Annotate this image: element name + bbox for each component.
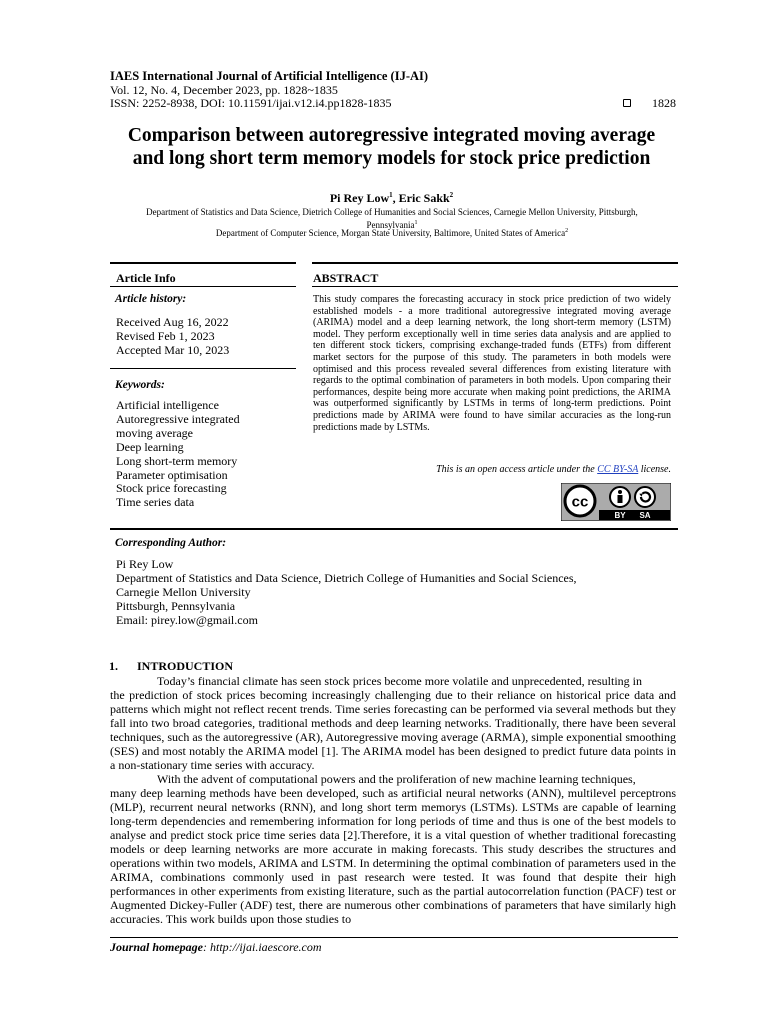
corresponding-author-university: Carnegie Mellon University bbox=[116, 585, 251, 599]
cc-by-sa-badge-icon bbox=[561, 483, 671, 521]
paragraph-body: many deep learning methods have been developed, such as artificial neural networks (ANN), multilevel perceptrons (MLP), recurrent neural networks (RNN), and long short term memorys (LSTMs). LSTMs are capable of learning long-term dependencies and remembering information for long periods of time and thus is one of the best models to analyse and predict stock price time series data [2].Therefore, it is a vital question of whether traditional forecasting models or deep learning networks are more accurate in making forecasts. This study describes the structures and operations within two models, ARIMA and LSTM. In determining the optimal combination of parameters used in the ARIMA, combinations commonly used in past research were tested. It was found that despite their high performances in other experiments from existing literature, such as the partial autocorrelation function (PACF) test or Augmented Dickey-Fuller (ADF) test, there are numerous other combinations of parameters that have similarly high accuracies. This work builds upon those studies to bbox=[110, 786, 676, 926]
affiliation-1-line-1: Department of Statistics and Data Science, Dietrich College of Humanities and Social Sciences, Carnegie Mellon University, Pittsburgh, bbox=[146, 207, 638, 217]
accepted-date: Accepted Mar 10, 2023 bbox=[116, 343, 230, 357]
journal-volume: Vol. 12, No. 4, December 2023, pp. 1828~1835 bbox=[110, 83, 338, 97]
keywords-list bbox=[116, 399, 240, 510]
footer-label: Journal homepage bbox=[110, 940, 204, 954]
keyword-item: Parameter optimisation bbox=[116, 467, 228, 482]
journal-name: IAES International Journal of Artificial Intelligence (IJ-AI) bbox=[110, 69, 429, 83]
affiliation-2-text: Department of Computer Science, Morgan State University, Baltimore, United States of America bbox=[215, 228, 566, 238]
paper-title bbox=[100, 124, 683, 170]
introduction-paragraph-2 bbox=[110, 772, 676, 926]
section-title: INTRODUCTION bbox=[137, 659, 234, 673]
paragraph-body: the prediction of stock prices becoming increasingly challenging due to their reliance on historical price data and patterns which might not reflect recent trends. Time series forecasting can be performed via several methods but they fall into two broad categories, traditional methods and deep learning networks. Traditionally, there have been several techniques, such as the autoregressive (AR), Autoregressive moving average (ARMA), simple exponential smoothing (SES) and most notably the ARIMA model [1]. The ARIMA model has been designed to predict future data points in a non-stationary time series with accuracy. bbox=[110, 688, 676, 772]
affiliation-2 bbox=[108, 228, 676, 238]
article-info-heading: Article Info bbox=[116, 271, 176, 285]
keyword-item: moving average bbox=[116, 425, 193, 440]
author-name: Pi Rey Low bbox=[329, 191, 390, 205]
paper-title-line-2: and long short term memory models for stock price prediction bbox=[132, 148, 651, 169]
abstract-text: This study compares the forecasting accuracy in stock price prediction of two widely established models - a more traditional autoregressive integrated moving average (ARIMA) model and a deep learning network, the long short-term memory (LSTM) model. They perform exceptionally well in time series data analysis and are applied to ten different stock tickers, comprising exchange-traded funds (ETFs) from different market sectors for the purpose of this study. The parameters in both models were optimised and this process revealed several differences from existing literature with regards to the optimal combination of parameters in both models. Upon comparing their performances, despite being more accurate when making point predictions, the ARIMA was outperformed significantly by LSTMs in terms of long-term predictions. Point predictions made by ARIMA were found to have similar accuracies as the long-run predictions made by LSTMs. bbox=[313, 294, 671, 433]
paper-title-line-1: Comparison between autoregressive integrated moving average bbox=[127, 125, 656, 146]
article-info-underline bbox=[110, 286, 296, 287]
square-box-icon bbox=[623, 99, 631, 107]
section-number: 1. bbox=[109, 659, 118, 673]
journal-homepage-footer bbox=[110, 940, 322, 955]
cc-text: cc bbox=[571, 493, 589, 511]
paragraph-first-line: Today’s financial climate has seen stock prices become more volatile and unprecedented, resulting in bbox=[157, 674, 642, 688]
author-affiliation-mark: 2 bbox=[449, 191, 454, 199]
keyword-item: Artificial intelligence bbox=[116, 398, 219, 412]
affiliation-mark: 2 bbox=[565, 228, 569, 234]
abstract-top-rule bbox=[312, 262, 678, 264]
sa-label: SA bbox=[639, 511, 651, 520]
article-info-top-rule bbox=[110, 262, 296, 264]
license-suffix: license. bbox=[638, 464, 671, 475]
history-divider bbox=[110, 368, 296, 369]
corresponding-author-name: Pi Rey Low bbox=[116, 557, 174, 571]
author-list: Pi Rey Low$^1$, Eric Sakk$^2$ bbox=[329, 191, 454, 205]
journal-issn-doi: ISSN: 2252-8938, DOI: 10.11591/ijai.v12.i4.pp1828-1835 bbox=[110, 96, 392, 110]
license-statement bbox=[313, 464, 671, 475]
by-label: BY bbox=[614, 511, 626, 520]
introduction-paragraph-1 bbox=[110, 674, 676, 772]
footer-rule bbox=[110, 937, 678, 938]
cc-by-sa-link[interactable]: CC BY-SA bbox=[597, 464, 639, 475]
keyword-item: Autoregressive integrated bbox=[116, 411, 240, 426]
corresponding-author-heading: Corresponding Author: bbox=[115, 537, 227, 549]
keyword-item: Stock price forecasting bbox=[116, 481, 227, 496]
keyword-item: Long short-term memory bbox=[116, 453, 238, 468]
corresponding-author-block bbox=[116, 557, 577, 627]
introduction-heading bbox=[109, 659, 233, 674]
license-prefix: This is an open access article under the bbox=[436, 464, 598, 475]
section-divider bbox=[110, 528, 678, 530]
corresponding-author-email: Email: pirey.low@gmail.com bbox=[116, 613, 258, 627]
keyword-item: Time series data bbox=[116, 495, 195, 510]
footer-url[interactable]: : http://ijai.iaescore.com bbox=[203, 940, 322, 954]
corresponding-author-location: Pittsburgh, Pennsylvania bbox=[116, 599, 236, 613]
affiliation-mark: 1 bbox=[414, 220, 418, 226]
abstract-heading: ABSTRACT bbox=[313, 271, 379, 285]
person-icon bbox=[618, 490, 622, 494]
revised-date: Revised Feb 1, 2023 bbox=[116, 329, 215, 343]
author-name: Eric Sakk bbox=[398, 191, 450, 205]
corresponding-author-dept: Department of Statistics and Data Science, Dietrich College of Humanities and Social Sciences, bbox=[116, 571, 577, 585]
article-history-heading: Article history: bbox=[115, 293, 187, 305]
keywords-heading: Keywords: bbox=[115, 379, 165, 391]
page-number: 1828 bbox=[652, 96, 676, 110]
author-affiliation-mark: 1 bbox=[389, 191, 393, 199]
affiliation-1-line-2: Pennsylvania bbox=[366, 220, 415, 230]
received-date: Received Aug 16, 2022 bbox=[116, 315, 229, 329]
paragraph-first-line: With the advent of computational powers and the proliferation of new machine learning techniques, bbox=[157, 772, 636, 786]
abstract-underline bbox=[312, 286, 678, 287]
keyword-item: Deep learning bbox=[116, 439, 184, 454]
